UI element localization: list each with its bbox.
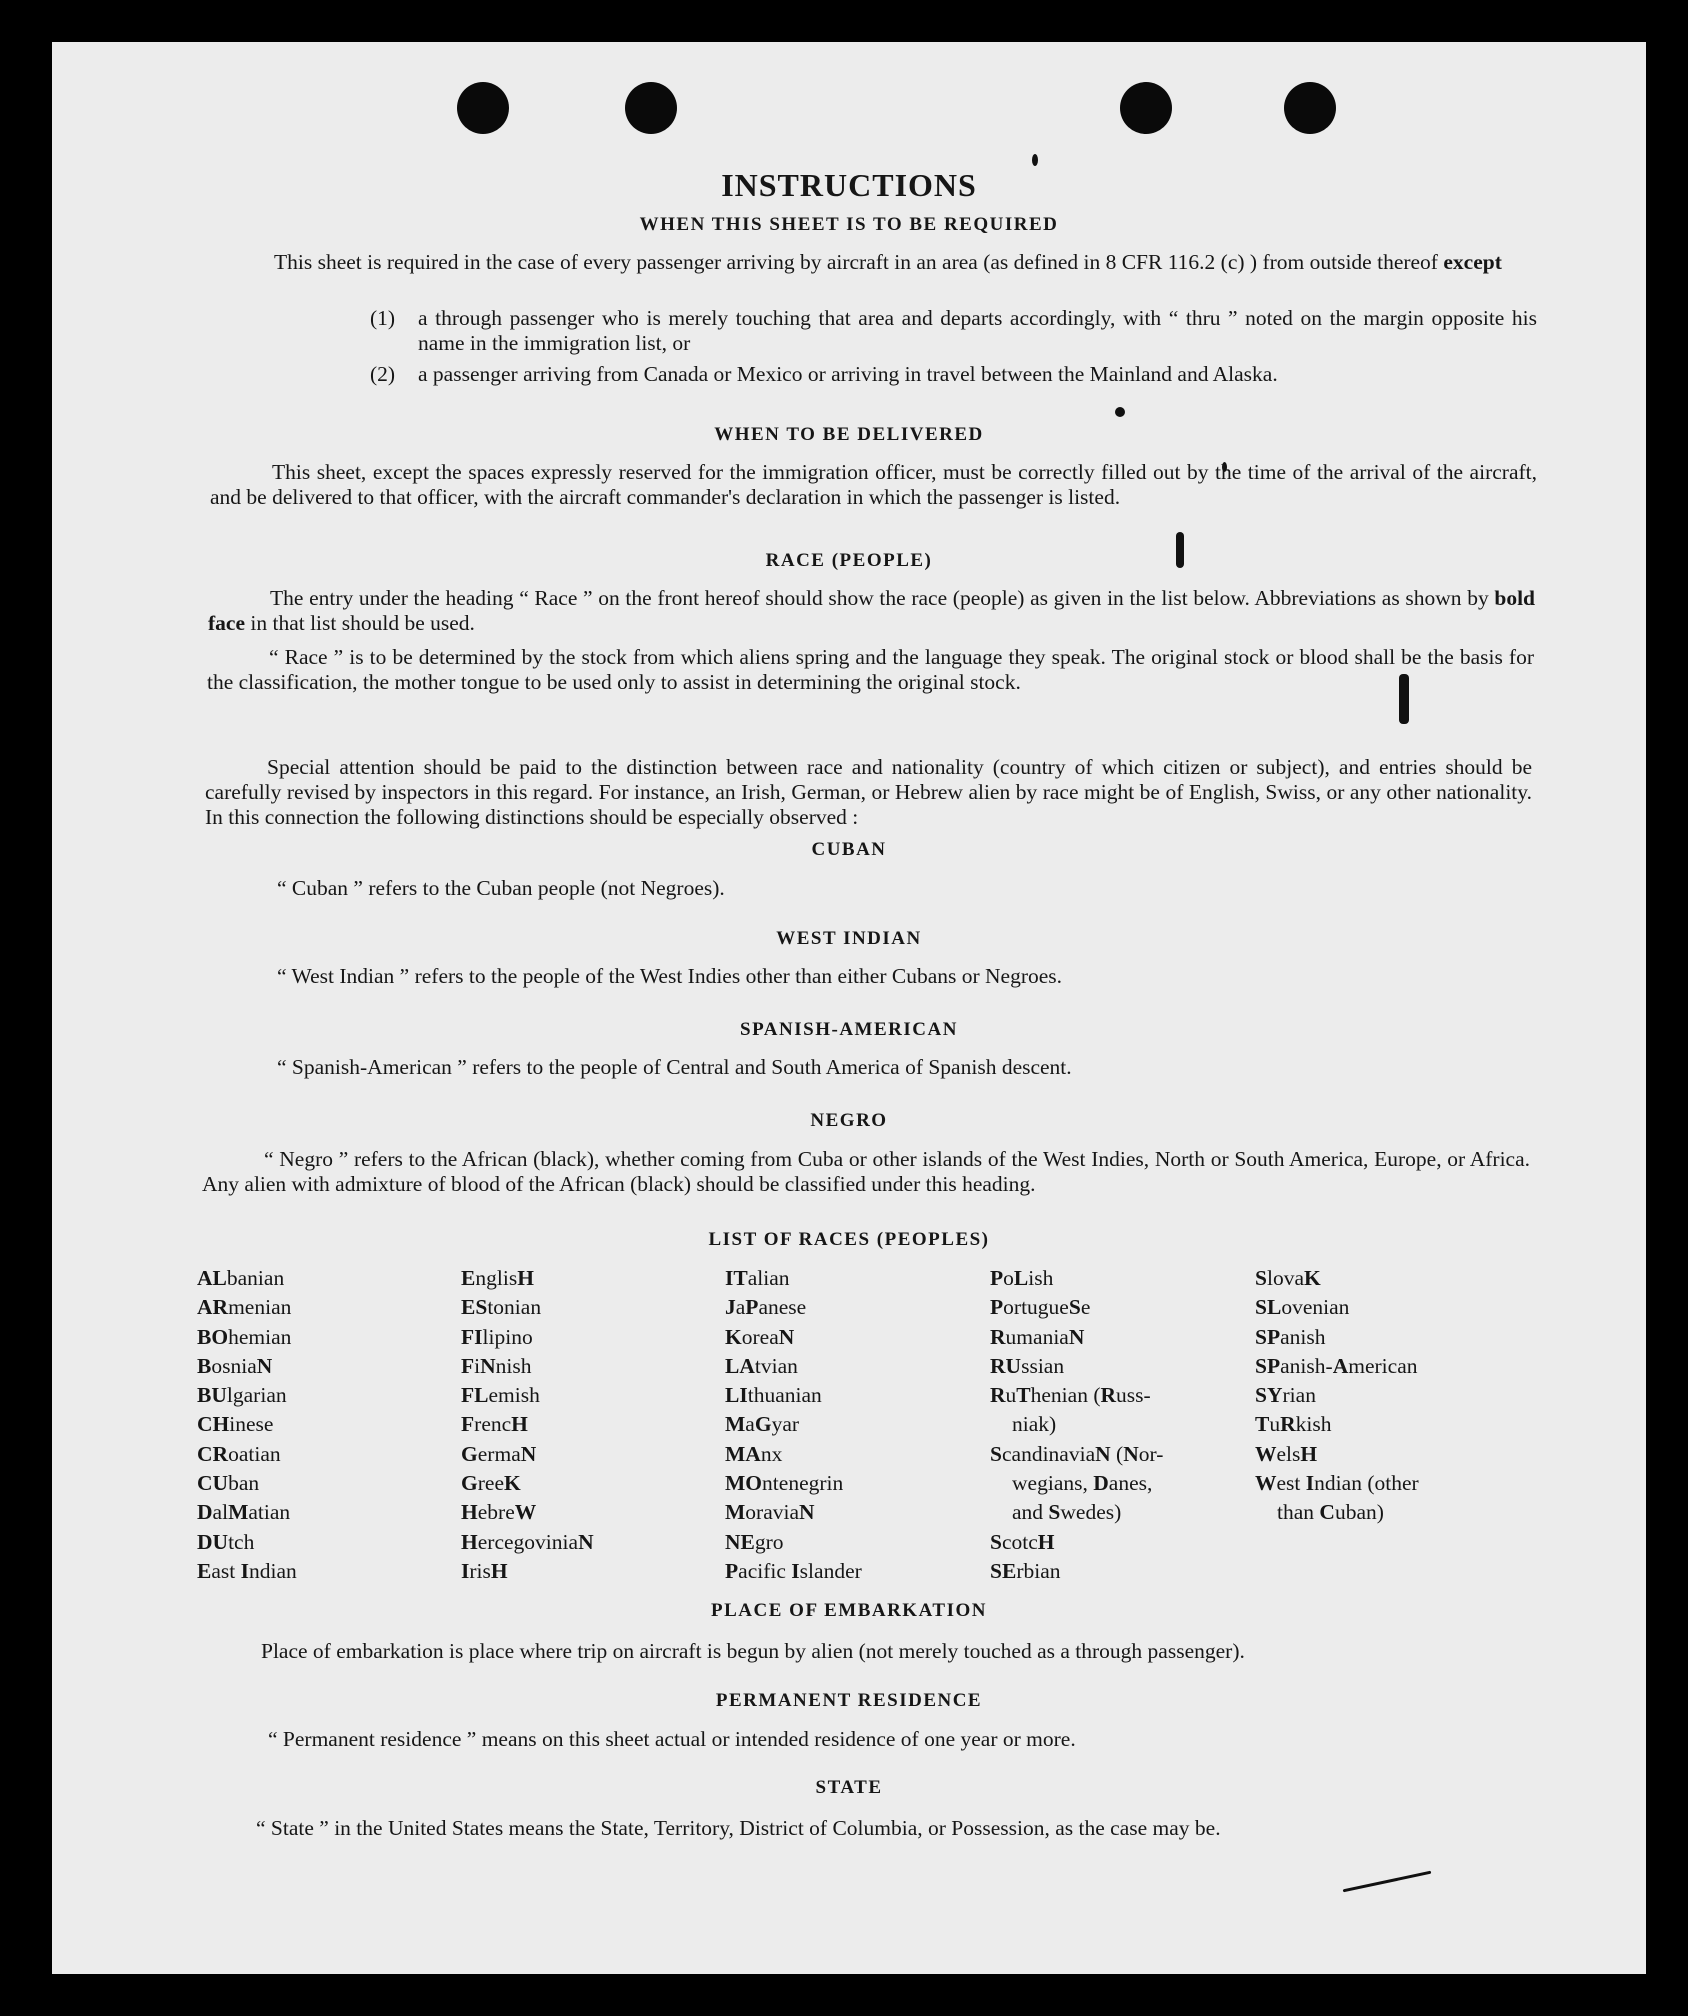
race-item: ALbanian xyxy=(197,1266,285,1290)
required-item-1: (1) a through passenger who is merely touching that area and departs accordingly, with “ thru ” noted on the margin opposite his name in the immigration list, or xyxy=(370,306,1537,355)
heading-spanish-american: SPANISH-AMERICAN xyxy=(740,1019,958,1040)
race-item: LAtvian xyxy=(725,1353,798,1378)
race-item: DUtch xyxy=(197,1529,255,1554)
residence-text: “ Permanent residence ” means on this sheet actual or intended residence of one year or more. xyxy=(268,1727,1076,1751)
race-item: NEgro xyxy=(725,1529,784,1554)
race-item: IrisH xyxy=(461,1558,508,1583)
race-item: ARmenian xyxy=(197,1295,292,1320)
race-item: ScandinaviaN (Nor- xyxy=(990,1441,1164,1466)
race-item: GermaN xyxy=(461,1441,537,1466)
race-item: LIthuanian xyxy=(725,1383,822,1408)
spanish-american-text: “ Spanish-American ” refers to the people of Central and South America of Spanish descent. xyxy=(277,1055,1072,1079)
heading-embarkation: PLACE OF EMBARKATION xyxy=(711,1600,987,1621)
heading-delivered: WHEN TO BE DELIVERED xyxy=(714,424,984,445)
race-item: SlovaK xyxy=(1255,1266,1321,1290)
race-item: FLemish xyxy=(461,1383,540,1408)
race-item: East Indian xyxy=(197,1558,297,1583)
race-item: RuThenian (Russ- xyxy=(990,1383,1151,1408)
cuban-text: “ Cuban ” refers to the Cuban people (not Negroes). xyxy=(277,876,725,900)
delivered-text: This sheet, except the spaces expressly reserved for the immigration officer, must be correctly filled out by the time of the arrival of the aircraft, and be delivered to that officer, with the aircraft commander's declaration in which the passenger is listed. xyxy=(210,460,1537,509)
race-item: KoreaN xyxy=(725,1324,795,1349)
race-item: GreeK xyxy=(461,1471,521,1496)
race-item: SPanish-American xyxy=(1255,1353,1418,1378)
races-column-1 xyxy=(197,1264,297,1586)
race-item: MoraviaN xyxy=(725,1500,815,1525)
race-item: FrencH xyxy=(461,1412,528,1437)
race-item: CRoatian xyxy=(197,1441,281,1466)
punch-hole xyxy=(1120,82,1172,134)
race-item: SLovenian xyxy=(1255,1295,1350,1320)
document-sheet xyxy=(52,42,1646,1974)
heading-required: WHEN THIS SHEET IS TO BE REQUIRED xyxy=(639,214,1059,235)
race-item: CHinese xyxy=(197,1412,274,1437)
race-item: EStonian xyxy=(461,1295,542,1320)
race-item: wegians, Danes, xyxy=(1012,1471,1153,1496)
punch-hole xyxy=(625,82,677,134)
heading-race: RACE (PEOPLE) xyxy=(765,550,933,571)
race-item: WelsH xyxy=(1255,1441,1318,1466)
race-item: HercegoviniaN xyxy=(461,1529,594,1554)
race-item: SPanish xyxy=(1255,1324,1326,1349)
required-intro: This sheet is required in the case of every passenger arriving by aircraft in an area (as defined in 8 CFR 116.2 (c) ) from outside thereof except xyxy=(274,250,1502,274)
race-item: niak) xyxy=(1012,1412,1057,1437)
race-item: RUssian xyxy=(990,1353,1065,1378)
race-item: ScotcH xyxy=(990,1529,1055,1554)
race-item: HebreW xyxy=(461,1500,537,1525)
race-item: SYrian xyxy=(1255,1383,1316,1408)
races-column-2 xyxy=(461,1264,594,1586)
race-item: FIlipino xyxy=(461,1324,533,1349)
race-item: West Indian (other xyxy=(1255,1471,1419,1496)
race-item: Pacific Islander xyxy=(725,1558,862,1583)
race-item: PortugueSe xyxy=(990,1295,1091,1320)
race-item: than Cuban) xyxy=(1277,1500,1384,1525)
heading-residence: PERMANENT RESIDENCE xyxy=(715,1690,983,1711)
race-item: SErbian xyxy=(990,1558,1061,1583)
heading-cuban: CUBAN xyxy=(811,839,887,860)
races-column-3 xyxy=(725,1264,862,1586)
page-title: INSTRUCTIONS xyxy=(721,167,977,203)
race-paragraph-1: The entry under the heading “ Race ” on the front hereof should show the race (people) as given in the list below. Abbreviations as shown by bold face in that list should be used. xyxy=(208,586,1536,635)
race-item: and Swedes) xyxy=(1012,1500,1122,1525)
heading-list-of-races: LIST OF RACES (PEOPLES) xyxy=(708,1229,990,1250)
race-item: MAnx xyxy=(725,1441,783,1466)
race-item: PoLish xyxy=(990,1266,1054,1290)
embarkation-text: Place of embarkation is place where trip on aircraft is begun by alien (not merely touched as a through passenger). xyxy=(261,1639,1245,1663)
race-item: BUlgarian xyxy=(197,1383,287,1408)
state-text: “ State ” in the United States means the State, Territory, District of Columbia, or Possession, as the case may be. xyxy=(256,1816,1221,1840)
race-item: BosniaN xyxy=(197,1353,273,1378)
punch-hole xyxy=(1284,82,1336,134)
race-item: MaGyar xyxy=(725,1412,800,1437)
punch-hole xyxy=(457,82,509,134)
race-item: FiNnish xyxy=(461,1353,532,1378)
race-item: RumaniaN xyxy=(990,1324,1085,1349)
heading-state: STATE xyxy=(815,1777,883,1798)
race-paragraph-2: “ Race ” is to be determined by the stock from which aliens spring and the language they speak. The original stock or blood shall be the basis for the classification, the mother tongue to be used only to assist in determining the original stock. xyxy=(207,645,1534,694)
negro-text: “ Negro ” refers to the African (black), whether coming from Cuba or other islands of the West Indies, North or South America, Europe, or Africa. Any alien with admixture of blood of the African (black) should be classified under this heading. xyxy=(202,1147,1530,1196)
race-item: DalMatian xyxy=(197,1500,291,1525)
required-item-2: (2) a passenger arriving from Canada or Mexico or arriving in travel between the Mainland and Alaska. xyxy=(370,362,1278,386)
race-item: MOntenegrin xyxy=(725,1471,844,1496)
race-item: BOhemian xyxy=(197,1324,292,1349)
race-item: JaPanese xyxy=(725,1295,807,1320)
race-item: TuRkish xyxy=(1255,1412,1332,1437)
races-column-5 xyxy=(1255,1264,1419,1528)
race-paragraph-3: Special attention should be paid to the distinction between race and nationality (country of which citizen or subject), and entries should be carefully revised by inspectors in this regard. For instance, an Irish, German, or Hebrew alien by race might be of English, Swiss, or any other nationality. In this connection the following distinctions should be especially observed : xyxy=(205,755,1532,829)
heading-negro: NEGRO xyxy=(810,1110,888,1131)
race-item: CUban xyxy=(197,1471,260,1496)
race-item: ITalian xyxy=(725,1266,790,1290)
race-item: EnglisH xyxy=(461,1266,534,1290)
races-column-4 xyxy=(990,1264,1163,1586)
west-indian-text: “ West Indian ” refers to the people of the West Indies other than either Cubans or Negroes. xyxy=(277,964,1063,988)
heading-west-indian: WEST INDIAN xyxy=(776,928,922,949)
